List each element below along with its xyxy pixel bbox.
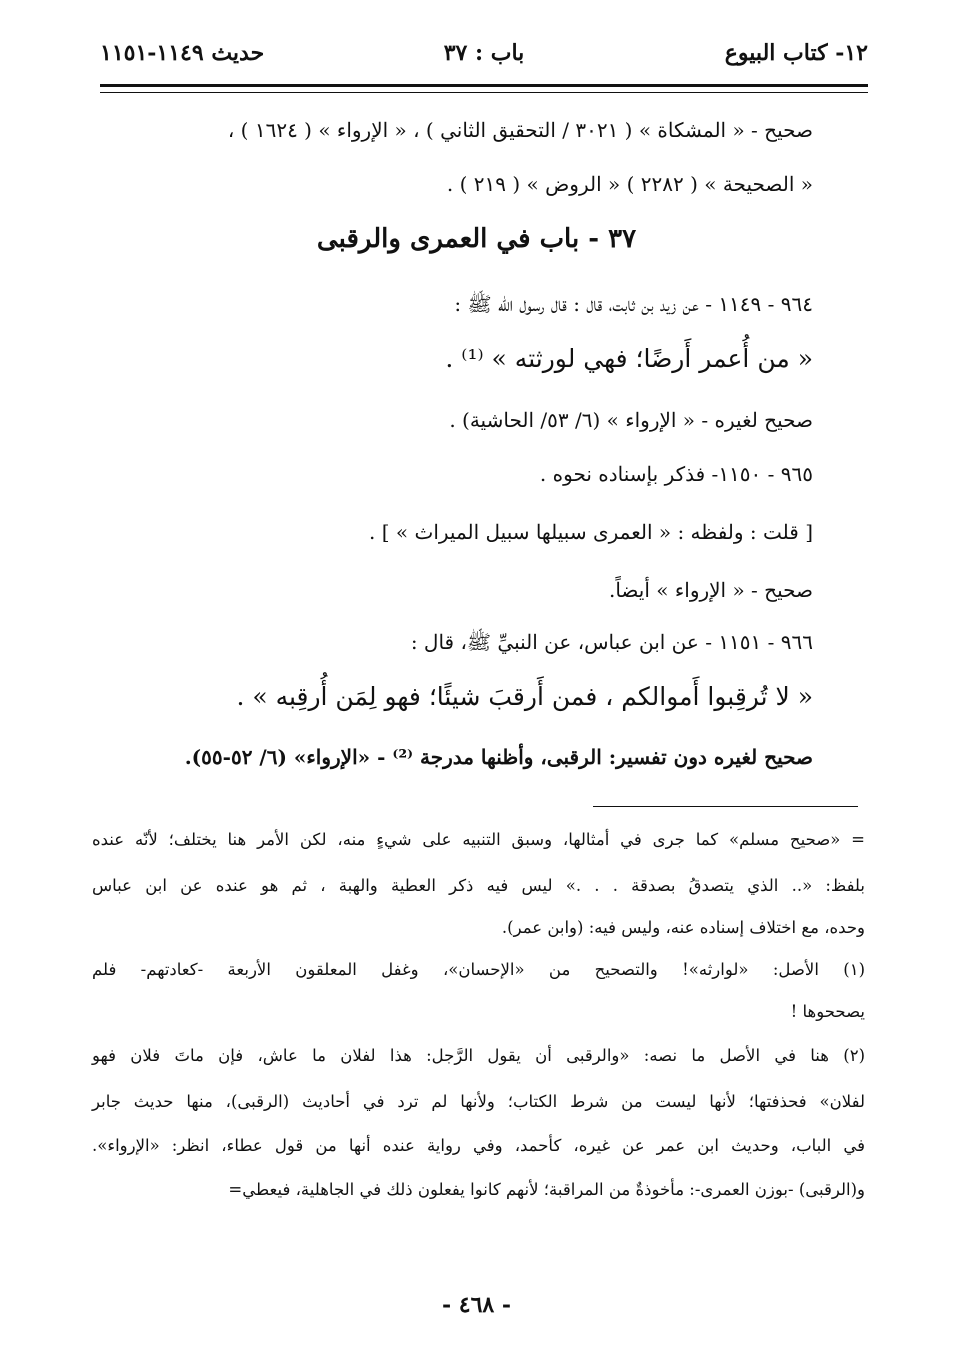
footnote-line: بلفظ: «.. الذي يتصدقُ بصدقة . . .» ليس فيه ذكر العطية والهبة ، ثم هو عنده عن ابن عباس — [92, 876, 865, 895]
page-number: - ٤٦٨ - — [441, 1292, 512, 1318]
header-rule-thick — [100, 84, 868, 87]
footnote-2-cont: في الباب، وحديث ابن عمر عن غيره، كأحمد، وفي رواية عنده أنها من قول عطاء، انظر: «الإرواء». — [92, 1136, 865, 1155]
footnote-2: (٢) هنا في الأصل ما نصه: «والرقبى أن يقول الرَّجل: هذا لفلان ما عاش، فإن ماتَ فلان فهو — [92, 1046, 865, 1065]
hadith-966-grade: صحيح لغيره دون تفسير: الرقبى، وأظنها مدرجة ⁽²⁾ - «الإرواء» (٦/ ٥٢-٥٥). — [184, 745, 813, 769]
running-header — [100, 40, 868, 80]
grading-line-1: صحيح - « المشكاة » ( ٣٠٢١ / التحقيق الثاني ) ، « الإرواء » ( ١٦٢٤ ) ، — [227, 118, 813, 142]
hadith-965-note: [ قلت : ولفظه : « العمرى سبيلها سبيل الميراث » ] . — [369, 520, 813, 544]
footnote-2-cont: لفلان» فحذفتها؛ لأنها ليست من شرط الكتاب؛ ولأنها لم ترد في أحاديث (الرقبى)، منها حديث جابر — [92, 1092, 865, 1111]
hadith-964-intro: ٩٦٤ - ١١٤٩ - عن زيد بن ثابت، قال : قال رسول الله ﷺ : — [454, 292, 813, 316]
footnote-line: = «صحيح مسلم» كما جرى في أمثالها، وسبق التنبيه على شيءٍ منه، لكن الأمر هنا يختلف؛ لأنّه عنده — [92, 830, 865, 849]
header-bab: باب : ٣٧ — [443, 40, 525, 66]
footnote-1: (١) الأصل: «لوارثه»! والتصحيح من «الإحسان»، وغفل المعلقون الأربعة -كعادتهم- فلم — [92, 960, 865, 979]
hadith-966-intro: ٩٦٦ - ١١٥١ - عن ابن عباس، عن النبيِّ ﷺ، قال : — [410, 630, 813, 654]
footnote-2-cont: و(الرقبى) -بوزن العمرى-: مأخوذةٌ من المراقبة؛ لأنهم كانوا يفعلون ذلك في الجاهلية، فيعطي= — [228, 1180, 865, 1199]
header-chapter: ١٢- كتاب البيوع — [724, 40, 868, 66]
footnote-1-cont: يصححوها ! — [790, 1002, 865, 1021]
header-rule-thin — [100, 92, 868, 93]
header-hadith-range: حديث ١١٤٩-١١٥١ — [100, 40, 265, 66]
chapter-title: ٣٧ - باب في العمرى والرقبى — [316, 224, 637, 254]
footnote-separator — [593, 806, 858, 807]
grading-line-2: « الصحيحة » ( ٢٢٨٢ ) « الروض » ( ٢١٩ ) . — [446, 172, 813, 196]
hadith-964-grade: صحيح لغيره - « الإرواء » (٦/ ٥٣/ الحاشية) . — [449, 408, 813, 432]
footnote-line: وحده، مع اختلاف إسناده عنه، وليس فيه: (وابن عمر). — [501, 918, 865, 937]
hadith-965-grade: صحيح - « الإرواء » أيضاً. — [608, 578, 813, 602]
hadith-964-text: « من أُعمر أَرضًا؛ فهي لورثته » ⁽¹⁾ . — [445, 344, 813, 373]
hadith-966-text: « لا تُرقِبوا أَموالكم ، فمن أَرقبَ شيئًا؛ فهو لِمَن أُرقِبه » . — [236, 682, 813, 711]
hadith-965: ٩٦٥ - ١١٥٠- فذكر بإسناده نحوه . — [539, 462, 813, 486]
